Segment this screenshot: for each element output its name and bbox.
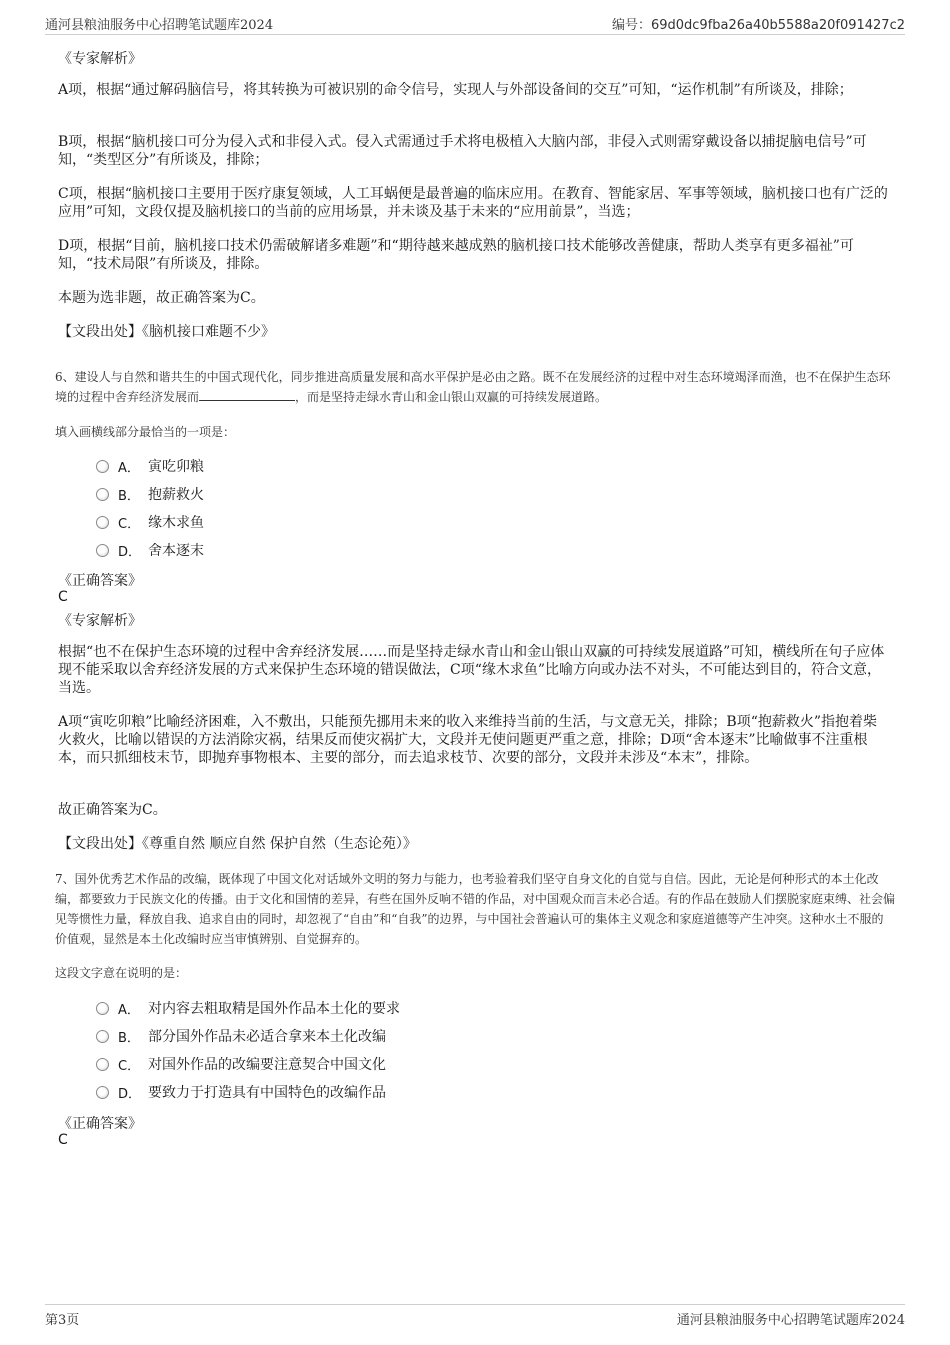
question-6-stem: 6、建设人与自然和谐共生的中国式现代化，同步推进高质量发展和高水平保护是必由之路。既不在发展经济的过程中对生态环境竭泽而渔，也不在保护生态环境的过程中舍弃经济发展而 ，而是坚持走绿水青山和金山银山双赢的可持续发展道路。: [55, 370, 891, 404]
source-citation: 【文段出处】《尊重自然 顺应自然 保护自然（生态论苑）》: [58, 836, 417, 852]
radio-button[interactable]: [96, 1030, 109, 1043]
question-6-prompt: 填入画横线部分最恰当的一项是：: [55, 425, 236, 439]
option-a[interactable]: A． 对内容去粗取精是国外作品本土化的要求: [96, 998, 400, 1018]
radio-button[interactable]: [96, 1058, 109, 1071]
option-b[interactable]: B． 部分国外作品未必适合拿来本土化改编: [96, 1026, 386, 1046]
analysis-conclusion: 故正确答案为C。: [58, 802, 167, 818]
answer-value: C: [58, 589, 68, 605]
footer-title: 通河县粮油服务中心招聘笔试题库2024: [676, 1313, 905, 1328]
question-7-stem: 7、国外优秀艺术作品的改编，既体现了中国文化对话域外文明的努力与能力，也考验着我们坚守自身文化的自觉与自信。因此，无论是何种形式的本土化改编，都要致力于民族文化的传播。由于文化和国情的差异，有些在国外反响不错的作品，对中国观众而言未必合适。有的作品在鼓励人们摆脱家庭束缚、社会偏见等惯性力量，释放自我、追求自由的同时，却忽视了“自由”和“自我”的边界，与中国社会普遍认可的集体主义观念和家庭道德等产生冲突。这种水土不服的价值观，显然是本土化改编时应当审慎辨别、自觉摒弃的。: [55, 872, 896, 946]
option-c[interactable]: C． 缘木求鱼: [96, 512, 204, 532]
analysis-label: 《专家解析》: [58, 51, 142, 67]
radio-button[interactable]: [96, 516, 109, 529]
option-d[interactable]: D． 舍本逐末: [96, 540, 204, 560]
radio-button[interactable]: [96, 544, 109, 557]
analysis-conclusion: 本题为选非题，故正确答案为C。: [58, 290, 265, 306]
radio-button[interactable]: [96, 460, 109, 473]
analysis-paragraph: A项“寅吃卯粮”比喻经济困难，入不敷出，只能预先挪用未来的收入来维持当前的生活，与文意无关，排除；B项“抱薪救火”指抱着柴火救火，比喻以错误的方法消除灾祸，结果反而使灾祸扩大，文段并无使问题更严重之意，排除；D项“舍本逐末”比喻做事不注重根本，而只抓细枝末节，即抛弃事物根本、主要的部分，而去追求枝节、次要的部分，文段并未涉及“本末”，排除。: [58, 714, 878, 766]
analysis-label: 《专家解析》: [58, 613, 142, 629]
option-c[interactable]: C． 对国外作品的改编要注意契合中国文化: [96, 1054, 386, 1074]
radio-button[interactable]: [96, 1002, 109, 1015]
radio-button[interactable]: [96, 488, 109, 501]
radio-button[interactable]: [96, 1086, 109, 1099]
analysis-paragraph: 根据“也不在保护生态环境的过程中舍弃经济发展……而是坚持走绿水青山和金山银山双赢的可持续发展道路”可知，横线所在句子应体现不能采取以舍弃经济发展的方式来保护生态环境的错误做法，C项“缘木求鱼”比喻方向或办法不对头，不可能达到目的，符合文意，当选。: [58, 644, 885, 696]
header-title: 通河县粮油服务中心招聘笔试题库2024: [45, 18, 274, 33]
source-citation: 【文段出处】《脑机接口难题不少》: [58, 324, 275, 340]
analysis-paragraph-c: C项，根据“脑机接口主要用于医疗康复领域，人工耳蜗便是最普遍的临床应用。在教育、智能家居、军事等领域，脑机接口也有广泛的应用”可知，文段仅提及脑机接口的当前的应用场景，并未谈及基于未来的“应用前景”，当选；: [58, 186, 888, 220]
answer-label: 《正确答案》: [58, 1116, 142, 1132]
analysis-paragraph-a: A项，根据“通过解码脑信号，将其转换为可被识别的命令信号，实现人与外部设备间的交互”可知，“运作机制”有所谈及，排除；: [58, 82, 853, 98]
analysis-paragraph-b: B项，根据“脑机接口可分为侵入式和非侵入式。侵入式需通过手术将电极植入大脑内部，非侵入式则需穿戴设备以捕捉脑电信号”可知，“类型区分”有所谈及，排除；: [58, 134, 867, 168]
page-number: 第3页: [45, 1313, 80, 1328]
analysis-paragraph-d: D项，根据“目前，脑机接口技术仍需破解诸多难题”和“期待越来越成熟的脑机接口技术能够改善健康，帮助人类享有更多福祉”可知，“技术局限”有所谈及，排除。: [58, 238, 854, 272]
header-code: 编号：69d0dc9fba26a40b5588a20f091427c2: [611, 18, 905, 33]
page-footer: [45, 1304, 905, 1328]
answer-label: 《正确答案》: [58, 573, 142, 589]
fill-blank: [199, 388, 295, 401]
page-header: [45, 14, 905, 35]
option-d[interactable]: D． 要致力于打造具有中国特色的改编作品: [96, 1082, 386, 1102]
option-a[interactable]: A． 寅吃卯粮: [96, 456, 204, 476]
answer-value: C: [58, 1132, 68, 1148]
question-7-prompt: 这段文字意在说明的是：: [55, 966, 188, 980]
option-b[interactable]: B． 抱薪救火: [96, 484, 204, 504]
